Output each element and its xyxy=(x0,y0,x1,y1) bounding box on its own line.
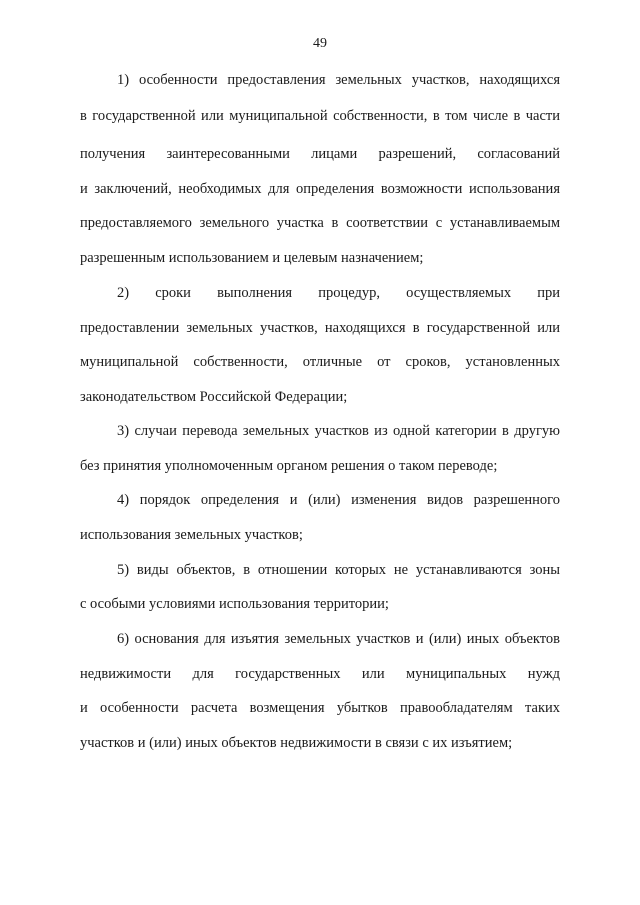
paragraph-2-line-4: законодательством Российской Федерации; xyxy=(80,389,348,405)
paragraph-6-line-4: участков и (или) иных объектов недвижимости в связи с их изъятием; xyxy=(80,735,513,751)
paragraph-3-line-2: без принятия уполномоченным органом решения о таком переводе; xyxy=(80,458,498,474)
paragraph-2-line-1: 2) сроки выполнения процедур, осуществляемых при xyxy=(117,285,560,301)
paragraph-1-line-1: 1) особенности предоставления земельных участков, находящихся xyxy=(117,72,560,88)
paragraph-1-line-3: получения заинтересованными лицами разрешений, согласований xyxy=(80,146,560,162)
page-number: 49 xyxy=(313,36,327,51)
paragraph-1-line-5: предоставляемого земельного участка в соответствии с устанавливаемым xyxy=(80,215,560,231)
paragraph-2-line-3: муниципальной собственности, отличные от сроков, установленных xyxy=(80,354,560,370)
paragraph-6-line-2: недвижимости для государственных или муниципальных нужд xyxy=(80,666,560,682)
paragraph-1-line-2: в государственной или муниципальной собственности, в том числе в части xyxy=(80,108,560,124)
paragraph-1-line-6: разрешенным использованием и целевым назначением; xyxy=(80,250,424,266)
paragraph-4-line-1: 4) порядок определения и (или) изменения видов разрешенного xyxy=(117,492,560,508)
paragraph-4-line-2: использования земельных участков; xyxy=(80,527,303,543)
paragraph-3-line-1: 3) случаи перевода земельных участков из одной категории в другую xyxy=(117,423,560,439)
paragraph-5-line-2: с особыми условиями использования территории; xyxy=(80,596,389,612)
paragraph-1-line-4: и заключений, необходимых для определения возможности использования xyxy=(80,181,560,197)
paragraph-2-line-2: предоставлении земельных участков, находящихся в государственной или xyxy=(80,320,560,336)
paragraph-5-line-1: 5) виды объектов, в отношении которых не устанавливаются зоны xyxy=(117,562,560,578)
paragraph-6-line-1: 6) основания для изъятия земельных участков и (или) иных объектов xyxy=(117,631,560,647)
paragraph-6-line-3: и особенности расчета возмещения убытков правообладателям таких xyxy=(80,700,560,716)
